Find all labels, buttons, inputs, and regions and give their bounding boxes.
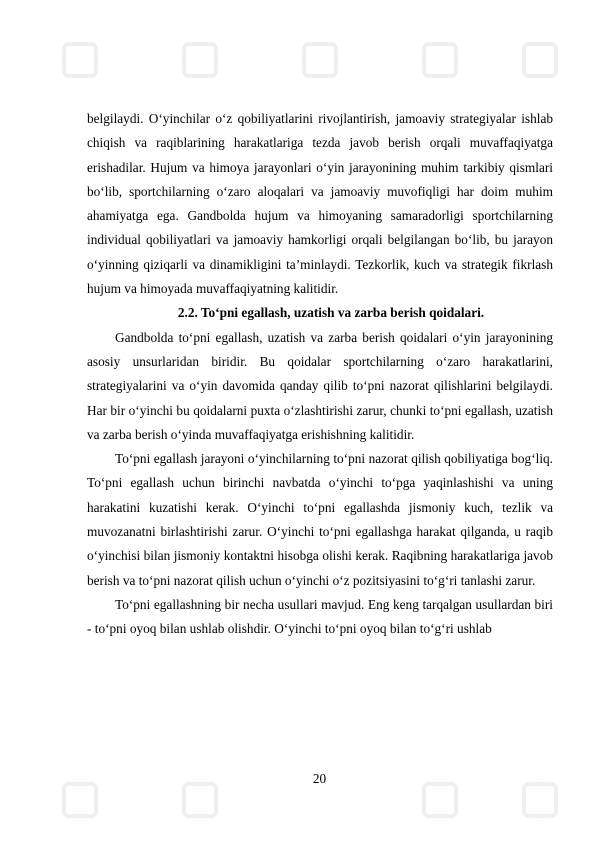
paragraph-rules-intro: Gandbolda to‘pni egallash, uzatish va zarba berish qoidalari o‘yin jarayonining asosiy unsurlaridan biridir. Bu qoidalar sportchilarning o‘zaro harakatlarini, strategiyalarini va o‘yin davomida qanday qilib to‘pni nazorat qilishlarini belgilaydi. Har bir o‘yinchi bu qoidalarni puxta o‘zlashtirishi zarur, chunki to‘pni egallash, uzatish va zarba berish o‘yinda muvaffaqiyatga erishishning kalitidir. bbox=[87, 329, 553, 442]
watermark-icon bbox=[300, 40, 340, 80]
paragraph-ball-possession: To‘pni egallash jarayoni o‘yinchilarning to‘pni nazorat qilish qobiliyatiga bog‘liq. To‘pni egallash uchun birinchi navbatda o‘yinchi to‘pga yaqinlashishi va uning harakatini kuzatishi kerak. O‘yinchi to‘pni egallashda jismoniy kuch, tezlik va muvozanatni birlashtirishi zarur. O‘yinchi to‘pni egallashga harakat qilganda, u raqib o‘yinchisi bilan jismoniy kontaktni hisobga olishi kerak. Raqibning harakatlariga javob berish va to‘pni nazorat qilish uchun o‘yinchi o‘z pozitsiyasini to‘g‘ri tanlashi zarur. bbox=[87, 451, 553, 588]
paragraph-possession-methods: To‘pni egallashning bir necha usullari mavjud. Eng keng tarqalgan usullardan biri - to‘pni oyoq bilan ushlab olishdir. O‘yinchi to‘pni oyoq bilan to‘g‘ri ushlab bbox=[87, 596, 553, 637]
document-page bbox=[87, 107, 553, 642]
page-number: 20 bbox=[312, 771, 327, 786]
section-heading: 2.2. To‘pni egallash, uzatish va zarba berish qoidalari. bbox=[177, 305, 485, 321]
watermark-icon bbox=[420, 40, 460, 80]
watermark-icon bbox=[60, 40, 100, 80]
watermark-icon bbox=[180, 40, 220, 80]
paragraph-continuation: belgilaydi. O‘yinchilar o‘z qobiliyatlarini rivojlantirish, jamoaviy strategiyalar ishlab chiqish va raqiblarining harakatlariga tezda javob berish orqali muvaffaqiyatga erishadilar. Hujum va himoya jarayonlari o‘yin jarayonining muhim tarkibiy qismlari bo‘lib, sportchilarning o‘zaro aloqalari va jamoaviy muvofiqligi har doim muhim ahamiyatga ega. Gandbolda hujum va himoyaning samaradorligi sportchilarning individual qobiliyatlari va jamoaviy hamkorligi orqali belgilangan bo‘lib, bu jarayon o‘yinning qiziqarli va dinamikligini ta’minlaydi. Tezkorlik, kuch va strategik fikrlash hujum va himoyada muvaffaqiyatning kalitidir. bbox=[87, 111, 553, 297]
watermark-icon bbox=[520, 40, 560, 80]
